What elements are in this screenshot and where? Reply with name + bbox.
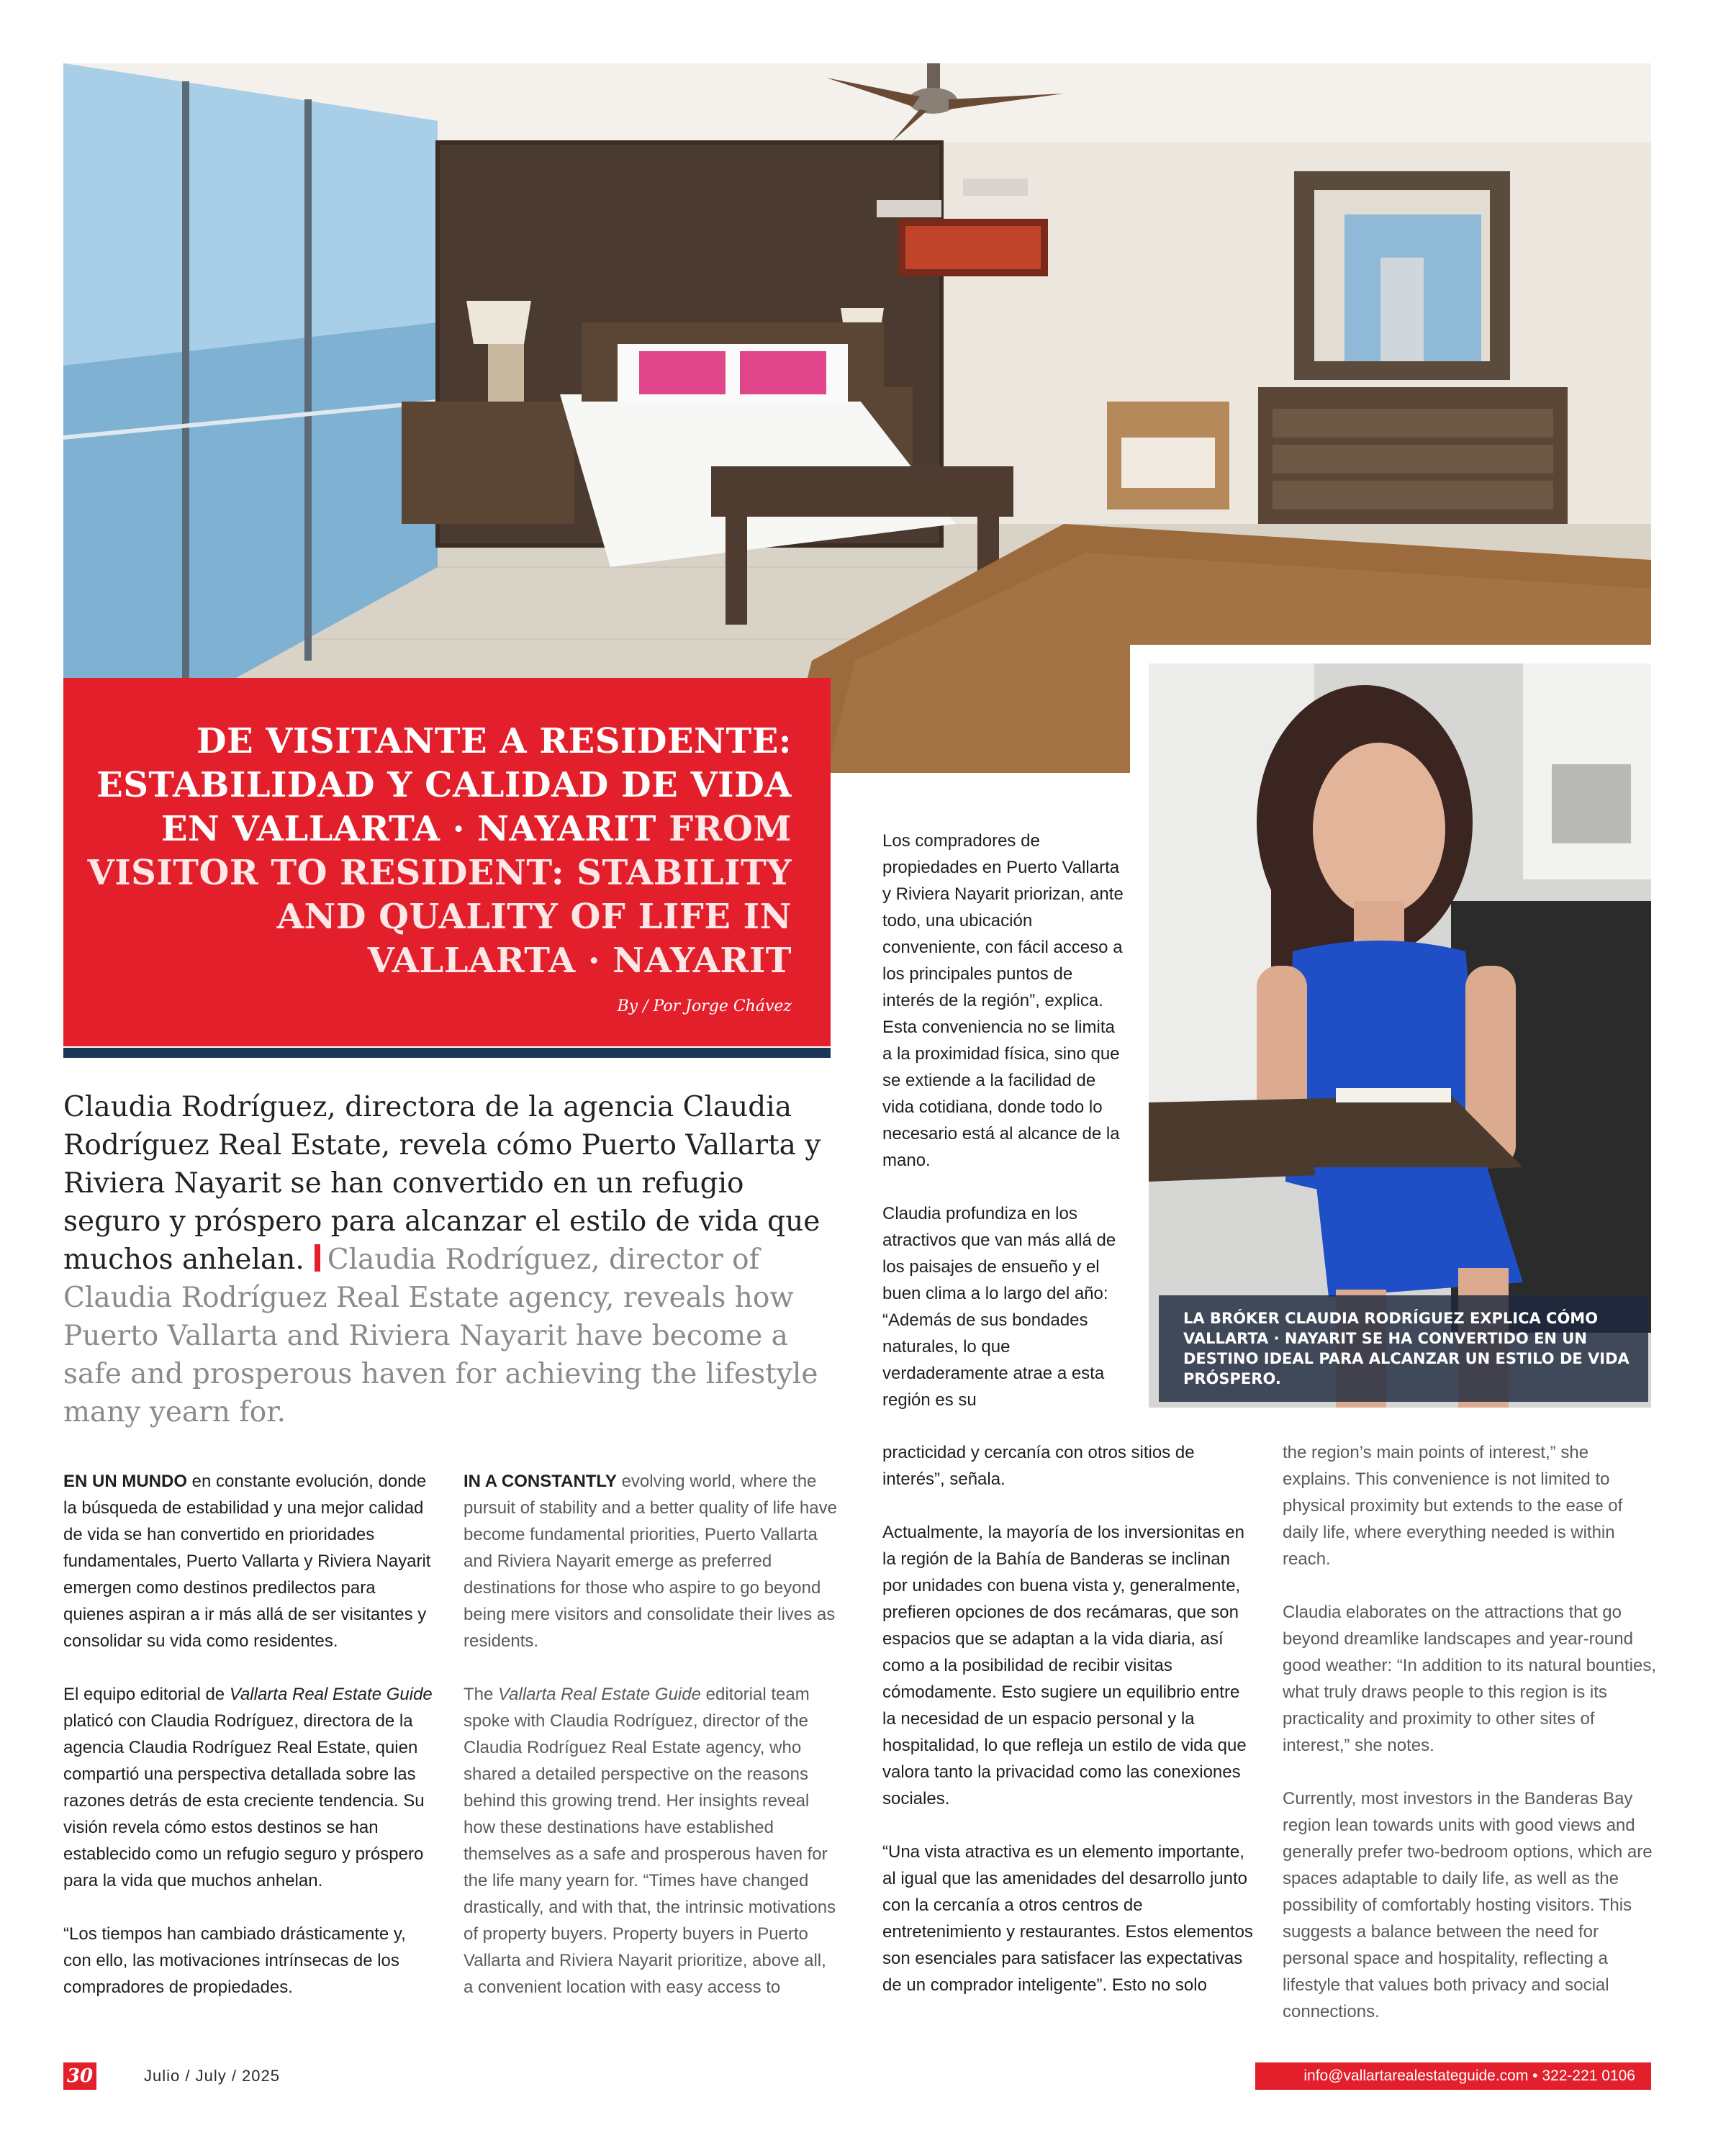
issue-date: Julio / July / 2025	[144, 2067, 280, 2085]
lead-english: Claudia Rodríguez, director of Claudia Rodríguez Real Estate agency, reveals how Puerto Vallarta and Riviera Nayarit have become a safe and prosperous haven for achieving the lifestyle many yearn for.	[63, 1244, 818, 1428]
title-divider	[63, 1048, 831, 1058]
lead-in: IN A CONSTANTLY	[464, 1472, 617, 1491]
contact-info[interactable]: info@vallartarealestateguide.com • 322-221 0106	[1255, 2062, 1651, 2090]
page-number: 30	[63, 2062, 96, 2090]
paragraph: “Una vista atractiva es un elemento importante, al igual que las amenidades del desarrollo junto con la cercanía a otros centros de entretenimiento y restaurantes. Estos elementos son esenciales para satisfacer las expectativas de un comprador inteligente”. Esto no solo	[882, 1842, 1253, 1995]
column-english-2	[1283, 1439, 1657, 2025]
title-block	[63, 678, 831, 1046]
article-title	[72, 720, 792, 983]
column-spanish-1	[63, 1468, 438, 2001]
paragraph: The Vallarta Real Estate Guide editorial team spoke with Claudia Rodríguez, director of the Claudia Rodríguez Real Estate agency, who shared a detailed perspective on the reasons behind this growing trend. Her insights reveal how these destinations have established themselves as a safe and prosperous haven for the life many yearn for. “Times have changed drastically, and with that, the intrinsic motivations of property buyers. Property buyers in Puerto Vallarta and Riviera Nayarit prioritize, above all, a convenient location with easy access to	[464, 1685, 836, 1997]
paragraph: Los compradores de propiedades en Puerto Vallarta y Riviera Nayarit priorizan, ante todo, una ubicación conveniente, con fácil acceso a los principales puntos de interés de la región”, explica. Esta conveniencia no se limita a la proximidad física, sino que se extiende a la facilidad de vida cotidiana, donde todo lo necesario está al alcance de la mano.	[882, 831, 1124, 1170]
lead-paragraph	[63, 1088, 833, 1431]
column-spanish-2-upper	[882, 828, 1127, 1413]
paragraph: Currently, most investors in the Banderas Bay region lean towards units with good views and generally prefer two-bedroom options, which are spaces adaptable to daily life, as well as the possibility of comfortably hosting visitors. This suggests a balance between the need for personal space and hospitality, reflecting a lifestyle that values both privacy and social connections.	[1283, 1789, 1653, 2021]
paragraph: the region’s main points of interest,” she explains. This convenience is not limited to physical proximity but extends to the ease of daily life, where everything needed is within reach.	[1283, 1443, 1623, 1569]
lead-spanish: Claudia Rodríguez, directora de la agencia Claudia Rodríguez Real Estate, revela cómo Puerto Vallarta y Riviera Nayarit se han convertido en un refugio seguro y próspero para alcanzar el estilo de vida que muchos anhelan.	[63, 1091, 821, 1276]
caption-text: LA BRÓKER CLAUDIA RODRÍGUEZ EXPLICA CÓMO VALLARTA · NAYARIT SE HA CONVERTIDO EN UN DESTINO IDEAL PARA ALCANZAR UN ESTILO DE VIDA PRÓSPERO.	[1183, 1310, 1630, 1387]
paragraph: El equipo editorial de Vallarta Real Estate Guide platicó con Claudia Rodríguez, directora de la agencia Claudia Rodríguez Real Estate, quien compartió una perspectiva detallada sobre las razones detrás de esta creciente tendencia. Su visión revela cómo estos destinos se han establecido como un refugio seguro y próspero para la vida que muchos anhelan.	[63, 1685, 433, 1890]
magazine-name: Vallarta Real Estate Guide	[229, 1685, 433, 1704]
photo-caption	[1159, 1295, 1648, 1402]
paragraph: practicidad y cercanía con otros sitios de interés”, señala.	[882, 1443, 1195, 1489]
paragraph: IN A CONSTANTLY evolving world, where the pursuit of stability and a better quality of life have become fundamental priorities, Puerto Vallarta and Riviera Nayarit emerge as preferred destinations for those who aspire to go beyond being mere visitors and consolidate their lives as residents.	[464, 1472, 837, 1651]
lead-in: EN UN MUNDO	[63, 1472, 187, 1491]
magazine-name: Vallarta Real Estate Guide	[498, 1685, 701, 1704]
paragraph: EN UN MUNDO en constante evolución, donde la búsqueda de estabilidad y una mejor calidad de vida se han convertido en prioridades fundamentales, Puerto Vallarta y Riviera Nayarit emergen como destinos predilectos para quienes aspiran a ir más allá de ser visitantes y consolidar su vida como residentes.	[63, 1472, 431, 1651]
column-spanish-2-lower	[882, 1439, 1257, 1998]
title-english: FROM VISITOR TO RESIDENT: STABILITY AND QUALITY OF LIFE IN VALLARTA · NAYARIT	[87, 809, 792, 981]
paragraph: Actualmente, la mayoría de los inversionitas en la región de la Bahía de Banderas se inclinan por unidades con buena vista y, generalmente, prefieren opciones de dos recámaras, que son espacios que se adaptan a la vida diaria, así como a la posibilidad de recibir visitas cómodamente. Esto sugiere un equilibrio entre la necesidad de un espacio personal y la hospitalidad, lo que refleja un estilo de vida que valora tanto la privacidad como las conexiones sociales.	[882, 1523, 1247, 1808]
language-separator-bar	[315, 1244, 320, 1272]
column-english-1	[464, 1468, 838, 2001]
paragraph: “Los tiempos han cambiado drásticamente y, con ello, las motivaciones intrínsecas de los compradores de propiedades.	[63, 1924, 406, 1997]
title-spanish: DE VISITANTE A RESIDENTE: ESTABILIDAD Y CALIDAD DE VIDA EN VALLARTA · NAYARIT	[96, 721, 792, 849]
paragraph: Claudia profundiza en los atractivos que van más allá de los paisajes de ensueño y el buen clima a lo largo del año: “Además de sus bondades naturales, lo que verdaderamente atrae a esta región es su	[882, 1204, 1116, 1410]
byline: By / Por Jorge Chávez	[617, 997, 792, 1015]
paragraph: Claudia elaborates on the attractions that go beyond dreamlike landscapes and year-round good weather: “In addition to its natural bounties, what truly draws people to this region is its practicality and proximity to other sites of interest,” she notes.	[1283, 1603, 1656, 1755]
